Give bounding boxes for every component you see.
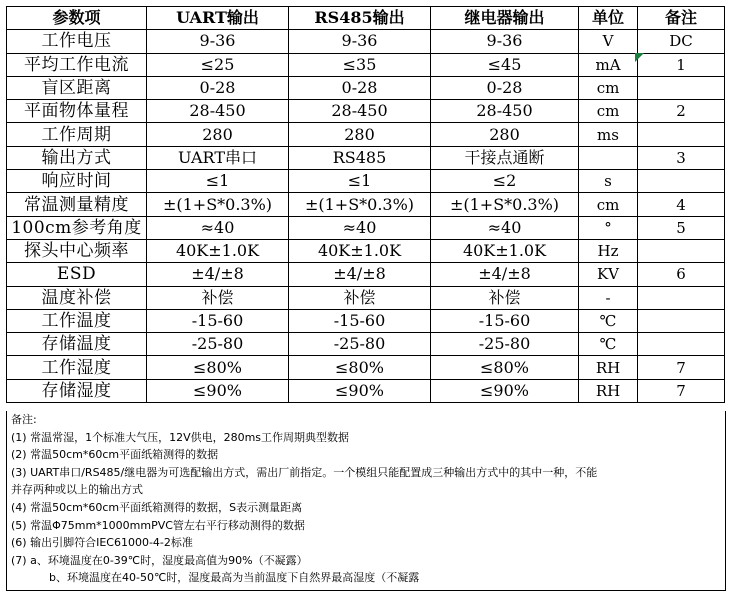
header-row: [7, 7, 725, 30]
cell-rs485: 补偿: [289, 286, 431, 309]
cell-uart: -15-60: [147, 309, 289, 332]
note-line: (2) 常温50cm*60cm平面纸箱测得的数据: [11, 448, 219, 462]
cell-note: 7: [638, 356, 725, 379]
table-row: [7, 123, 725, 146]
cell-param: 工作湿度: [7, 356, 147, 379]
cell-unit: ℃: [579, 333, 638, 356]
note-line: (7) a、环境温度在0-39℃时，湿度最高值为90%（不凝露）: [11, 553, 308, 567]
cell-uart: 40K±1.0K: [147, 239, 289, 262]
cell-relay: 9-36: [431, 30, 579, 53]
cell-unit: cm: [579, 76, 638, 99]
cell-unit: Hz: [579, 239, 638, 262]
cell-param: 平均工作电流: [7, 53, 147, 76]
cell-relay: ≤80%: [431, 356, 579, 379]
cell-uart: 补偿: [147, 286, 289, 309]
note-line: 并存两种或以上的输出方式: [11, 483, 143, 497]
table-row: [7, 379, 725, 402]
cell-note: DC: [638, 30, 725, 53]
cell-unit: s: [579, 170, 638, 193]
cell-note: 6: [638, 263, 725, 286]
table-row: [7, 333, 725, 356]
note-line: (4) 常温50cm*60cm平面纸箱测得的数据，S表示测量距离: [11, 500, 303, 514]
header-cell-param: 参数项: [7, 7, 147, 30]
cell-comment-marker-icon: [635, 53, 644, 62]
cell-note: [638, 309, 725, 332]
cell-unit: RH: [579, 379, 638, 402]
cell-relay: -25-80: [431, 333, 579, 356]
cell-note: [638, 123, 725, 146]
cell-uart: 0-28: [147, 76, 289, 99]
cell-rs485: 280: [289, 123, 431, 146]
cell-relay: 0-28: [431, 76, 579, 99]
table-row: [7, 216, 725, 239]
cell-param: 输出方式: [7, 146, 147, 169]
cell-param: 存储温度: [7, 333, 147, 356]
cell-uart: ±4/±8: [147, 263, 289, 286]
cell-param: ESD: [7, 263, 147, 286]
cell-note: 2: [638, 100, 725, 123]
cell-uart: ±(1+S*0.3%): [147, 193, 289, 216]
header-cell-rs485: RS485输出: [289, 7, 431, 30]
header-cell-unit: 单位: [579, 7, 638, 30]
cell-param: 工作温度: [7, 309, 147, 332]
cell-relay: 280: [431, 123, 579, 146]
table-row: [7, 53, 725, 76]
cell-relay: ±(1+S*0.3%): [431, 193, 579, 216]
cell-relay: 40K±1.0K: [431, 239, 579, 262]
header-cell-note: 备注: [638, 7, 725, 30]
cell-unit: cm: [579, 193, 638, 216]
cell-note: [638, 239, 725, 262]
table-row: [7, 30, 725, 53]
cell-relay: -15-60: [431, 309, 579, 332]
table-row: [7, 263, 725, 286]
cell-unit: RH: [579, 356, 638, 379]
spec-table: [6, 6, 725, 403]
cell-note: 1: [638, 53, 725, 76]
cell-unit: -: [579, 286, 638, 309]
cell-unit: mA: [579, 53, 638, 76]
cell-uart: 28-450: [147, 100, 289, 123]
cell-param: 温度补偿: [7, 286, 147, 309]
cell-rs485: -25-80: [289, 333, 431, 356]
table-row: [7, 193, 725, 216]
table-row: [7, 356, 725, 379]
note-line: (1) 常温常湿，1个标准大气压，12V供电，280ms工作周期典型数据: [11, 430, 350, 444]
cell-note: 5: [638, 216, 725, 239]
notes-section: [6, 411, 726, 591]
note-line: b、环境温度在40-50℃时，湿度最高为当前温度下自然界最高湿度（不凝露: [49, 571, 420, 585]
table-row: [7, 100, 725, 123]
cell-param: 探头中心频率: [7, 239, 147, 262]
cell-unit: KV: [579, 263, 638, 286]
cell-unit: cm: [579, 100, 638, 123]
cell-param: 常温测量精度: [7, 193, 147, 216]
cell-uart: -25-80: [147, 333, 289, 356]
note-line: (3) UART串口/RS485/继电器为可选配输出方式，需出厂前指定。一个模组只能配置成三种输出方式中的其中一种，不能: [11, 465, 598, 479]
note-line: (6) 输出引脚符合IEC61000-4-2标准: [11, 536, 193, 550]
cell-unit: V: [579, 30, 638, 53]
cell-note: [638, 76, 725, 99]
cell-unit: ms: [579, 123, 638, 146]
cell-param: 100cm参考角度: [7, 216, 147, 239]
cell-uart: 9-36: [147, 30, 289, 53]
cell-param: 工作周期: [7, 123, 147, 146]
cell-rs485: ≤35: [289, 53, 431, 76]
cell-note: 4: [638, 193, 725, 216]
cell-rs485: RS485: [289, 146, 431, 169]
cell-uart: 280: [147, 123, 289, 146]
cell-param: 响应时间: [7, 170, 147, 193]
cell-param: 存储湿度: [7, 379, 147, 402]
cell-note: 3: [638, 146, 725, 169]
cell-param: 盲区距离: [7, 76, 147, 99]
cell-relay: ±4/±8: [431, 263, 579, 286]
table-row: [7, 76, 725, 99]
cell-relay: ≤90%: [431, 379, 579, 402]
cell-rs485: ≤1: [289, 170, 431, 193]
cell-relay: ≤2: [431, 170, 579, 193]
table-row: [7, 146, 725, 169]
table-row: [7, 286, 725, 309]
cell-note: 7: [638, 379, 725, 402]
cell-param: 平面物体量程: [7, 100, 147, 123]
note-line: (5) 常温Φ75mm*1000mmPVC管左右平行移动测得的数据: [11, 518, 305, 532]
cell-relay: 干接点通断: [431, 146, 579, 169]
cell-note: [638, 333, 725, 356]
cell-rs485: 0-28: [289, 76, 431, 99]
cell-rs485: -15-60: [289, 309, 431, 332]
cell-rs485: 40K±1.0K: [289, 239, 431, 262]
cell-relay: 补偿: [431, 286, 579, 309]
spec-table-body: [7, 7, 725, 403]
cell-unit: [579, 146, 638, 169]
cell-relay: 28-450: [431, 100, 579, 123]
cell-rs485: 28-450: [289, 100, 431, 123]
table-row: [7, 170, 725, 193]
cell-param: 工作电压: [7, 30, 147, 53]
header-cell-uart: UART输出: [147, 7, 289, 30]
cell-uart: ≤90%: [147, 379, 289, 402]
notes-title: 备注:: [11, 413, 37, 426]
cell-note: [638, 170, 725, 193]
cell-uart: ≈40: [147, 216, 289, 239]
cell-uart: ≤1: [147, 170, 289, 193]
cell-rs485: ±(1+S*0.3%): [289, 193, 431, 216]
cell-rs485: ±4/±8: [289, 263, 431, 286]
cell-note: [638, 286, 725, 309]
table-row: [7, 239, 725, 262]
table-row: [7, 309, 725, 332]
cell-uart: ≤80%: [147, 356, 289, 379]
cell-unit: °: [579, 216, 638, 239]
cell-unit: ℃: [579, 309, 638, 332]
cell-rs485: ≤80%: [289, 356, 431, 379]
cell-rs485: ≈40: [289, 216, 431, 239]
cell-relay: ≤45: [431, 53, 579, 76]
header-cell-relay: 继电器输出: [431, 7, 579, 30]
cell-rs485: ≤90%: [289, 379, 431, 402]
cell-uart: ≤25: [147, 53, 289, 76]
cell-relay: ≈40: [431, 216, 579, 239]
cell-rs485: 9-36: [289, 30, 431, 53]
cell-uart: UART串口: [147, 146, 289, 169]
